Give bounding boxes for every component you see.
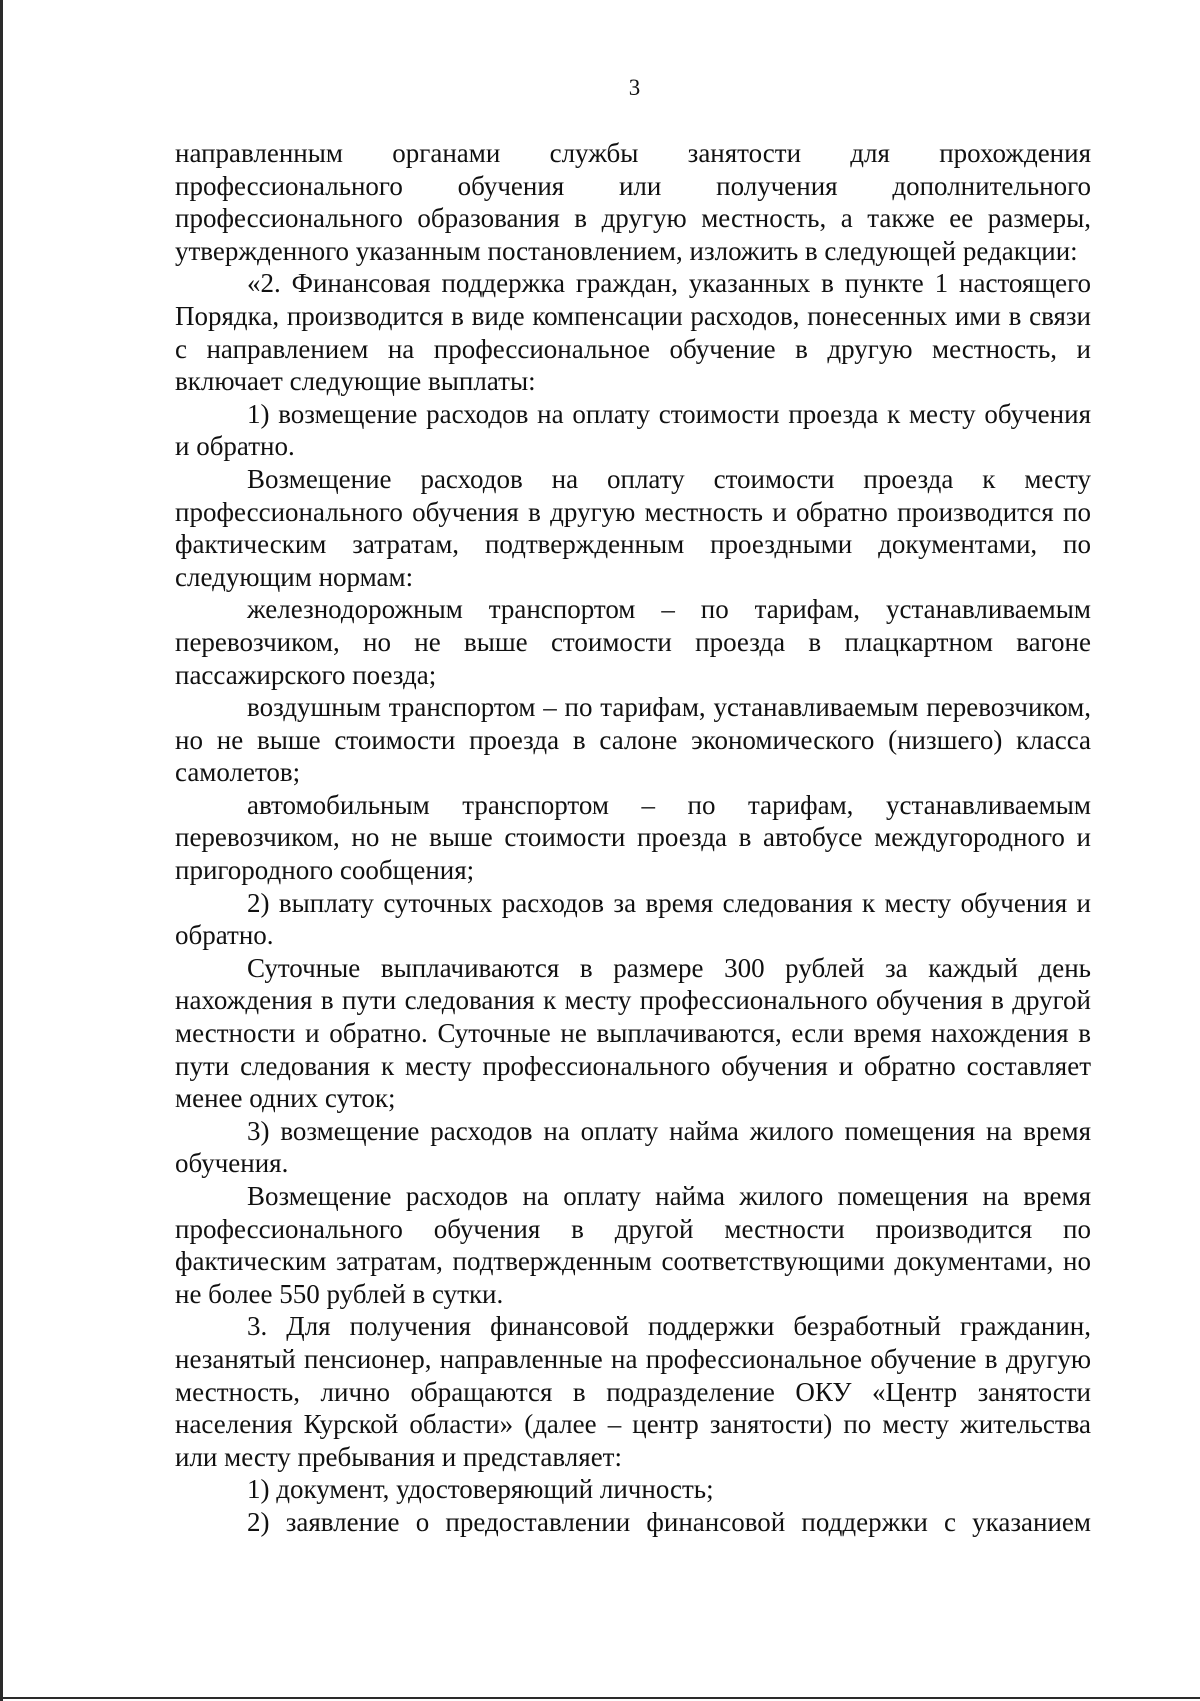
paragraph: «2. Финансовая поддержка граждан, указанных в пункте 1 настоящего Порядка, производится в виде компенсации расходов, понесенных ими в связи с направлением на профессиональное обучение в другую местность, и включает следующие выплаты: — [175, 268, 1091, 397]
scan-edge-bottom — [0, 1697, 1200, 1699]
page-number: 3 — [628, 75, 641, 100]
paragraph: 1) документ, удостоверяющий личность; — [247, 1474, 714, 1505]
document-body — [175, 137, 1091, 1539]
paragraph: 2) заявление о предоставлении финансовой поддержки с указанием — [247, 1506, 1091, 1537]
paragraph: железнодорожным транспортом – по тарифам, устанавливаемым перевозчиком, но не выше стоимости проезда в плацкартном вагоне пассажирского поезда; — [175, 594, 1091, 690]
paragraph: Возмещение расходов на оплату стоимости проезда к месту профессионального обучения в другую местность и обратно производится по фактическим затратам, подтвержденным проездными документами, по следующим нормам: — [175, 463, 1091, 592]
scan-edge-left — [0, 0, 3, 1701]
paragraph: 3) возмещение расходов на оплату найма жилого помещения на время обучения. — [175, 1115, 1091, 1179]
paragraph: 2) выплату суточных расходов за время следования к месту обучения и обратно. — [175, 887, 1091, 951]
paragraph: автомобильным транспортом – по тарифам, устанавливаемым перевозчиком, но не выше стоимости проезда в автобусе междугородного и пригородного сообщения; — [175, 789, 1091, 886]
paragraph: 1) возмещение расходов на оплату стоимости проезда к месту обучения и обратно. — [175, 398, 1091, 462]
paragraph: 3. Для получения финансовой поддержки безработный гражданин, незанятый пенсионер, направленные на профессиональное обучение в другую местность, лично обращаются в подразделение ОКУ «Центр занятости населения Курской области» (далее – центр занятости) по месту жительства или месту пребывания и представляет: — [175, 1311, 1091, 1472]
paragraph: Возмещение расходов на оплату найма жилого помещения на время профессионального обучения в другой местности производится по фактическим затратам, подтвержденным соответствующими документами, но не более 550 рублей в сутки. — [175, 1181, 1091, 1309]
paragraph: воздушным транспортом – по тарифам, устанавливаемым перевозчиком, но не выше стоимости проезда в салоне экономического (низшего) класса самолетов; — [175, 692, 1091, 788]
paragraph: Суточные выплачиваются в размере 300 рублей за каждый день нахождения в пути следования к месту профессионального обучения в другой местности и обратно. Суточные не выплачиваются, если время нахождения в пути следования к месту профессионального обучения и обратно составляет менее одних суток; — [175, 952, 1091, 1114]
paragraph: направленным органами службы занятости для прохождения профессионального обучения или получения дополнительного профессионального образования в другую местность, а также ее размеры, утвержденного указанным постановлением, изложить в следующей редакции: — [175, 138, 1091, 266]
